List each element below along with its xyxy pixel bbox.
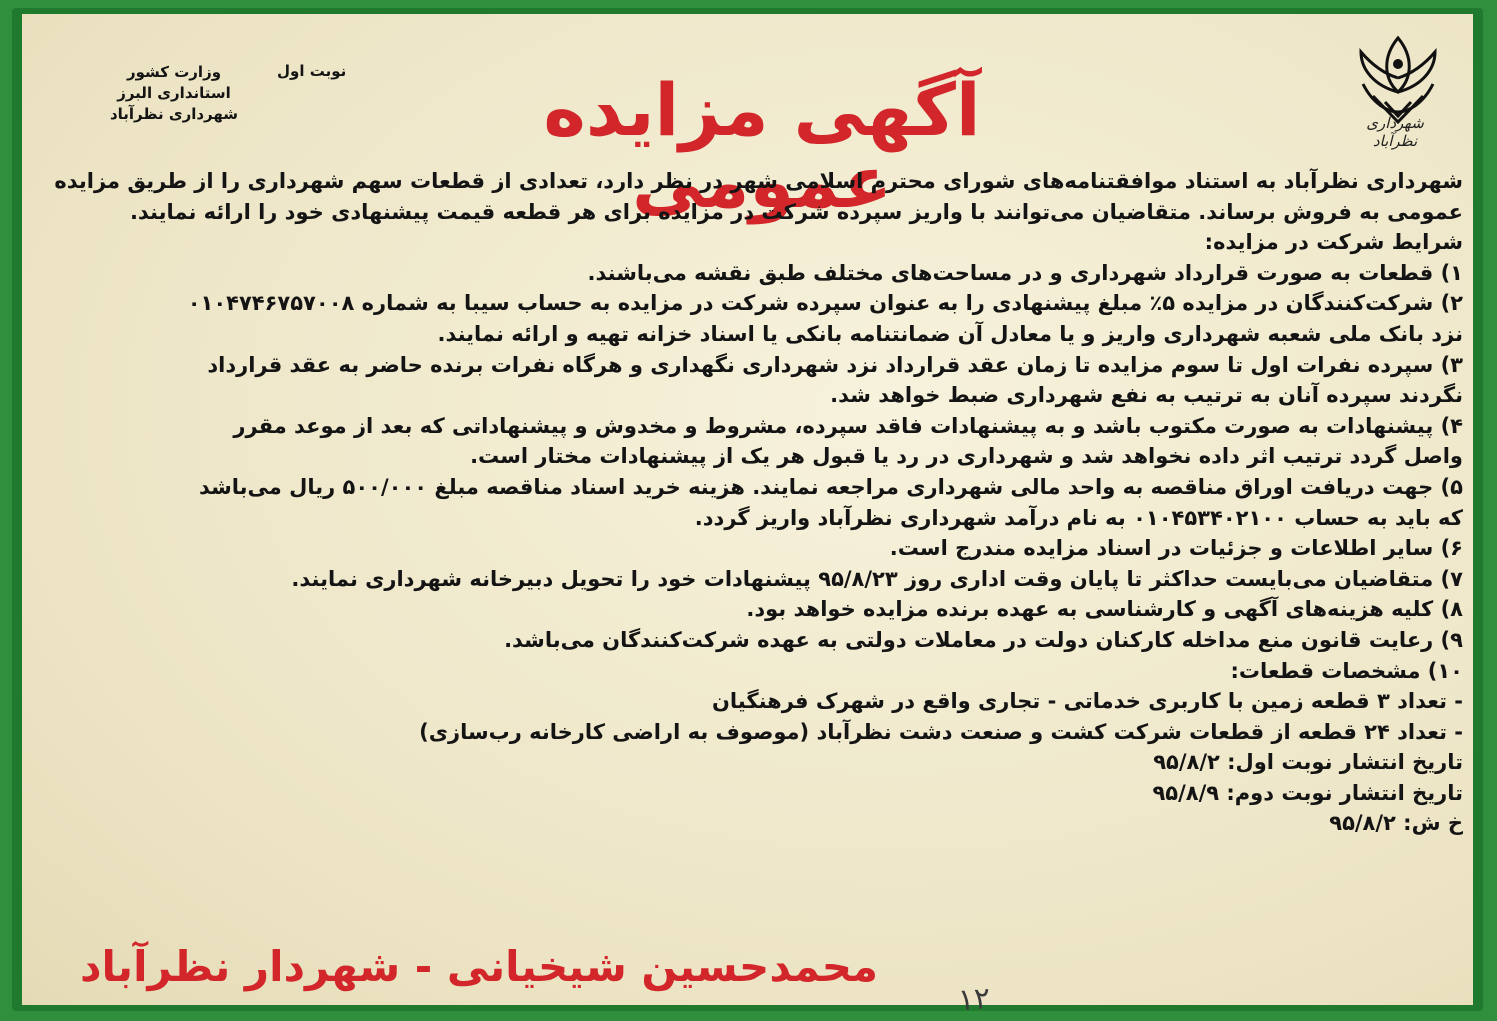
condition-5-cont: که باید به حساب ۰۱۰۴۵۳۴۰۲۱۰۰ به نام درآمد شهرداری نظرآباد واریز گردد. (694, 505, 1463, 530)
publish-date-second: تاریخ انتشار نوبت دوم: ۹۵/۸/۹ (1152, 780, 1463, 805)
condition-4: ۴) پیشنهادات به صورت مکتوب باشد و به پیشنهادات فاقد سپرده، مشروط و مخدوش و پیشنهاداتی که بعد از موعد مقرر (233, 413, 1463, 438)
publish-date-first: تاریخ انتشار نوبت اول: ۹۵/۸/۲ (1153, 750, 1463, 775)
condition-2-cont: نزد بانک ملی شعبه شهرداری واریز و یا معادل آن ضمانتنامه بانکی یا اسناد خزانه تهیه و ارائه نمایند. (437, 321, 1463, 346)
logo-caption: شهرداری نظرآباد (1366, 114, 1424, 150)
condition-7: ۷) متقاضیان می‌بایست حداکثر تا پایان وقت اداری روز ۹۵/۸/۲۳ پیشنهادات خود را تحویل دبیرخانه شهرداری نمایند. (291, 566, 1463, 591)
parcel-item: - تعداد ۳ قطعه زمین با کاربری خدماتی - تجاری واقع در شهرک فرهنگیان (711, 689, 1463, 714)
issuer-line: شهرداری نظرآباد (109, 105, 239, 123)
signature-line: محمدحسین شیخیانی - شهردار نظرآباد (79, 942, 879, 991)
condition-8: ۸) کلیه هزینه‌های آگهی و کارشناسی به عهده برنده مزایده خواهد بود. (746, 597, 1463, 622)
handwritten-note: ۱۲ (956, 980, 992, 1019)
condition-9: ۹) رعایت قانون منع مداخله کارکنان دولت در معاملات دولتی به عهده شرکت‌کنندگان می‌باشد. (504, 627, 1463, 652)
intro-line: عمومی به فروش برساند. متقاضیان می‌توانند با واریز سپرده شرکت در مزایده برای هر قطعه قیمت پیشنهادی خود را ارائه نمایند. (129, 199, 1463, 224)
parcel-item: - تعداد ۲۴ قطعه از قطعات شرکت کشت و صنعت دشت نظرآباد (موصوف به اراضی کارخانه رب‌سازی) (419, 719, 1463, 744)
issuer-line: وزارت کشور (126, 63, 222, 81)
publish-code: خ ش: ۹۵/۸/۲ (1329, 811, 1463, 836)
condition-1: ۱) قطعات به صورت قرارداد شهرداری و در مساحت‌های مختلف طبق نقشه می‌باشند. (587, 260, 1463, 285)
intro-line: شهرداری نظرآباد به استناد موافقتنامه‌های شورای محترم اسلامی شهر در نظر دارد، تعدادی از قطعات سهم شهرداری را از طریق مزایده (54, 169, 1463, 193)
condition-2: ۲) شرکت‌کنندگان در مزایده ۵٪ مبلغ پیشنهادی را به عنوان سپرده شرکت در مزایده به حساب سیبا به شماره ۰۱۰۴۷۴۶۷۵۷۰۰۸ (187, 291, 1463, 316)
page-title: آگهی مزایده عمومی (543, 68, 981, 224)
notice-paper (22, 14, 1473, 1005)
issuer-line: استانداری البرز (117, 84, 231, 102)
condition-5: ۵) جهت دریافت اوراق مناقصه به واحد مالی شهرداری مراجعه نمایند. هزینه خرید اسناد مناقصه مبلغ ۵۰۰/۰۰۰ ریال می‌باشد (199, 474, 1463, 499)
issuer-block (84, 62, 264, 125)
round-label: نوبت اول (277, 62, 347, 80)
condition-6: ۶) سایر اطلاعات و جزئیات در اسناد مزایده مندرج است. (889, 536, 1463, 561)
notice-body (43, 166, 1463, 839)
conditions-heading: شرایط شرکت در مزایده: (1204, 230, 1463, 255)
condition-4-cont: واصل گردد ترتیب اثر داده نخواهد شد و شهرداری در رد یا قبول هر یک از پیشنهادات مختار است. (470, 444, 1463, 469)
condition-3: ۳) سپرده نفرات اول تا سوم مزایده تا زمان عقد قرارداد نزد شهرداری نگهداری و هرگاه نفرات برنده حاضر به عقد قرارداد (207, 352, 1463, 377)
condition-3-cont: نگردند سپرده آنان به ترتیب به نفع شهرداری ضبط خواهد شد. (830, 383, 1463, 408)
condition-10: ۱۰) مشخصات قطعات: (1230, 658, 1463, 683)
